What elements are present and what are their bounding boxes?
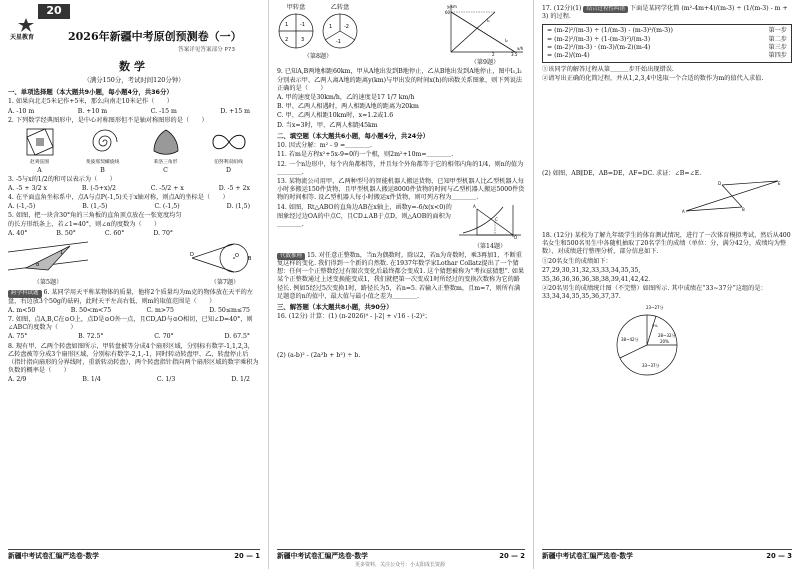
lemniscate-icon xyxy=(209,127,249,157)
question-3-options: A. -5 + 3/2 x B. (-5+x)/2 C. -5/2 + x D. -5 + 2x xyxy=(8,184,250,192)
publisher-block xyxy=(8,4,62,44)
svg-text:1: 1 xyxy=(285,22,289,29)
figure-5: α 1 （第5题） xyxy=(8,240,88,287)
question-4: 4. 在平面直角坐标系中，点A与点P(-1,5)关于x轴对称，则点A的坐标是（ ） xyxy=(8,194,229,202)
question-4-options: A. (-1,-5) B. (1,-5) C. (-1,5) D. (1,5) xyxy=(8,203,250,211)
figures-5-7 xyxy=(8,240,260,287)
figure-a: 赵爽弦图 A xyxy=(11,127,69,175)
question-7: 7. 如图，点A,B,C在⊙O上，点D是⊙O外一点，且CD,AD与⊙O相切，已知∠D=40°，则∠ABC的度数为（ ） xyxy=(8,316,253,332)
section-solve-heading: 三、解答题（本大题共8小题，共90分） xyxy=(277,303,393,312)
svg-text:23~27分: 23~27分 xyxy=(646,305,664,311)
resource-note: 更多资料，关注公众号：小太阳成长资源 xyxy=(354,562,445,569)
question-18-part-a: ①20名女生的成绩如下： xyxy=(542,257,612,265)
error-correction-tag: 结合过程性纠错 xyxy=(583,6,628,13)
algebra-reasoning-tag: 代数推理 xyxy=(277,253,305,260)
question-14: 14. 如图，Rt△ABO的直角边AB在x轴上，函数y=-6/x(x<0)的图象经过边OA的中点C，且CD⊥AB于点D，则△AOB的面积为＿＿＿＿. xyxy=(277,204,452,228)
answer-reference: 答案详见答案部分 P73 xyxy=(178,47,236,53)
question-17: 17. (12分)(1) 结合过程性纠错 下面是某同学化简 (m²-4m+4)/(m-3) ÷ (1/(m-3) - m + 3) 的过程. xyxy=(542,5,788,21)
score-pie-chart xyxy=(602,303,692,379)
step-row: = (m-2)²/(m-3) ÷ (1/(m-3) - (m-3)²/(m-3)) 第一步 xyxy=(547,27,787,35)
svg-text:O: O xyxy=(514,235,518,240)
paper-number-badge: 20 xyxy=(38,4,70,19)
subject-title: 数学 xyxy=(119,60,149,73)
question-5: 5. 如图，把一块含30°角的三角板的直角顶点放在一张宽度均匀的长方形纸条上，若∠1=40°，则∠α的度数为（ ） xyxy=(8,212,182,228)
page-3 xyxy=(533,0,800,569)
exam-info: （满分150分，考试时间120分钟） xyxy=(83,76,185,84)
figure-7: D O B （第7题） xyxy=(190,240,260,287)
figure-14: A C O （第14题） xyxy=(455,203,525,250)
svg-text:-2: -2 xyxy=(344,24,349,31)
svg-text:A: A xyxy=(682,208,685,214)
svg-text:C: C xyxy=(495,217,498,223)
distance-time-graph xyxy=(445,4,525,56)
question-18-data-1: 27,29,30,31,32,33,33,34,35,35, xyxy=(542,266,641,274)
svg-text:33~37分: 33~37分 xyxy=(642,363,660,369)
question-2: 2. 下列数学经典图形中，是中心对称图形但不是轴对称图形的是（ ） xyxy=(8,116,208,124)
figure-8: 甲转盘 1 -1 2 3 乙转盘 1 -2 -1 （第8题） xyxy=(277,4,359,67)
svg-text:38~42分: 38~42分 xyxy=(621,337,639,343)
page-2 xyxy=(268,0,533,569)
question-17-part-ii: ②请写出正确的化简过程，并从1,2,3,4中选取一个合适的数作为m的值代入求值. xyxy=(542,75,764,83)
svg-text:-1: -1 xyxy=(336,39,341,46)
question-6-options: A. m<50 B. 50<m<75 C. m>75 D. 50≤m≤75 xyxy=(8,306,250,314)
question-18-data-2: 35,36,36,36,36,38,38,39,41,42,42. xyxy=(542,275,651,283)
section-choice-heading: 一、单项选择题（本大题共9小题，每小题4分，共36分） xyxy=(8,88,173,96)
question-18: 18. (12分) 某校为了解九年级学生的体育测试情况，进行了一次体育模拟考试，然后从400名女生和500名男生中各随机抽取了20名学生的成绩（单位：分，满分42分，成绩均为整数），对成绩进行整理分析，部分信息如下. xyxy=(542,231,791,256)
svg-text:5%: 5% xyxy=(652,324,658,329)
svg-text:B: B xyxy=(742,206,745,212)
option: A. -10 m xyxy=(8,107,35,115)
spinner-a: 甲转盘 1 -1 2 3 xyxy=(277,4,315,53)
spinner-b: 乙转盘 1 -2 -1 xyxy=(321,4,359,53)
question-16: 16. (12分) 计算：(1) (π-2026)⁰ - |-2| + √16 - (-2)²； xyxy=(277,313,431,321)
section-fill-heading: 二、填空题（本大题共6小题，每小题4分，共24分） xyxy=(277,131,429,140)
svg-text:x/h: x/h xyxy=(517,46,524,51)
star-logo-icon xyxy=(18,18,34,32)
question-11: 11. 若m是方程x²+5x-9=0的一个根，则2m²+10m=＿＿＿＿. xyxy=(277,151,454,159)
question-9-option-d: D. 当x=3时，甲、乙两人相距45km xyxy=(277,121,378,129)
question-3: 3. -5与x的1/2的和可以表示为（ ） xyxy=(8,175,116,183)
svg-text:1: 1 xyxy=(329,24,333,31)
question-8-options: A. 2/9 B. 1/4 C. 1/3 D. 1/2 xyxy=(8,376,250,384)
option: B. +10 m xyxy=(77,107,108,115)
question-18-part-b: ②20名男生的成绩统计图（不完整）如图所示. 其中成绩在“33~37分”这组的是：33,34,34,35,35,36,37,37. xyxy=(542,285,767,301)
svg-text:y/km: y/km xyxy=(447,4,457,9)
hyperbola-triangle-graph xyxy=(457,203,523,239)
zhao-shuang-diagram-icon xyxy=(25,127,55,157)
svg-text:α: α xyxy=(36,262,40,269)
question-15: 代数推理 15. 对任意正整数n，当n为偶数时，除以2，若n为奇数时，乘3再加1，不断重复这样的变化. 我们得到一个新的自然数. 在1937年数学家Lothar Collatz提出了一个猜想：任何一个正整数经过有限次变化后最终都会变成1. 这个猜想被称为“考拉兹猜想”. 如果某个正整数通过上述变换能变成1，我们就把第一次变成1时所经过的变换次数称为它的路径长. 例如5经过5次变换1时，路径长为5，若n=5. 若输入正整数m，且m=7，则所有满足题意的n的值中，最大值与最小值之差为＿＿＿＿. xyxy=(277,251,525,300)
question-10: 10. 因式分解：m² - 9 =＿＿＿＿. xyxy=(277,142,372,150)
question-2-figures xyxy=(8,127,260,175)
svg-text:3: 3 xyxy=(301,37,305,44)
figure-d: 伯努利双纽线 D xyxy=(200,127,258,175)
figure-18 xyxy=(602,303,792,382)
svg-text:28~32分: 28~32分 xyxy=(658,333,676,339)
question-9-option-a: A. 甲的速度是30km/h，乙的速度是17 1/7 km/h xyxy=(277,93,415,101)
question-6: 跨学科试题 6. 某同学用天平称某物体的质量，他将2个质量均为m克的物体放在天平的左盘，右边放3个50g的砝码，此时天平左高右低，则m的取值范围是（ ） xyxy=(8,289,253,305)
question-9-option-b: B. 甲、乙两人相遇时，两人相距A地的距离为20km xyxy=(277,103,419,111)
circle-tangent-diagram xyxy=(190,240,260,276)
question-17-part-i: ①该同学的解答过程从第＿＿＿步开始出现错误. xyxy=(542,66,674,74)
svg-text:D: D xyxy=(190,252,194,259)
svg-text:2: 2 xyxy=(285,37,289,44)
figure-c: 莱洛三角形 C xyxy=(137,127,195,175)
step-row: = (m-2)²/(m-3) ÷ (1-(m-3)²)/(m-3) 第二步 xyxy=(547,35,787,43)
page-2-footer: 新疆中考试卷汇编严选卷·数学 20 — 2 xyxy=(277,549,525,561)
question-13: 13. 某物流公司用甲、乙两种型号的智能机器人搬运货物，已知甲型机器人比乙型机器人每小时多搬运150件货物，且甲型机器人搬运8000件货物的时间与乙型机器人搬运5000件货物的时间相等. 设乙型机器人每小时搬运x件货物，则可列方程为＿＿＿＿. xyxy=(277,177,525,202)
option: C. -15 m xyxy=(150,107,177,115)
svg-text:D: D xyxy=(718,180,722,186)
question-9: 9. 已知A,B两地相距60km，甲从A地出发到B地停止，乙从B地出发到A地停止，图中l₁,l₂分别表示甲、乙两人离A地的距离y(km)与甲出发的时间x(h)的函数关系图象，则下列说法正确的是（ ） xyxy=(277,68,523,92)
figure-9: 60 y/km l₁ l₂ x/h 2 3.5 （第9题） xyxy=(445,4,524,67)
question-16-part-2: (2) (a-b)² - (2a²b + b²) ÷ b. xyxy=(277,351,361,359)
question-1-options xyxy=(8,108,260,116)
figure-b: 斐波那契螺旋线 B xyxy=(74,127,132,175)
figure-17 xyxy=(542,179,792,218)
svg-text:60: 60 xyxy=(445,10,451,15)
student-work-box xyxy=(542,24,792,63)
svg-text:O: O xyxy=(235,253,239,260)
brand-name: 天星教育 xyxy=(10,34,35,41)
svg-text:l₂: l₂ xyxy=(505,38,508,43)
interdisciplinary-tag: 跨学科试题 xyxy=(8,290,42,297)
svg-text:2: 2 xyxy=(492,52,495,56)
svg-text:B: B xyxy=(248,256,252,263)
question-7-options: A. 75° B. 72.5° C. 70° D. 67.5° xyxy=(8,333,250,341)
parallelogram-diagram xyxy=(682,179,782,215)
question-14-block xyxy=(277,203,525,250)
triangle-ruler-diagram xyxy=(8,240,88,276)
reuleaux-triangle-icon xyxy=(151,127,181,157)
page-title: 2026年新疆中考原创预测卷（一） xyxy=(68,30,242,43)
question-17-part-2: (2) 如图，AB∥DE，AB=DE，AF=DC. 求证：∠B=∠E. xyxy=(542,169,702,177)
svg-text:A: A xyxy=(473,204,476,210)
figures-8-9 xyxy=(277,4,525,67)
spinner-a-graphic xyxy=(277,12,315,50)
question-12: 12. 一个n边形中，每个内角都相等，并且每个外角都等于它的相邻内角的1/4，则n的值为＿＿＿＿. xyxy=(277,160,524,176)
svg-text:20%: 20% xyxy=(660,339,669,345)
svg-text:3.5: 3.5 xyxy=(511,52,518,56)
page-3-footer: 新疆中考试卷汇编严选卷·数学 20 — 3 xyxy=(542,549,792,561)
step-row: = (m-2)/(m-4) 第四步 xyxy=(547,52,787,59)
question-8: 8. 现有甲、乙两个转盘如图所示，甲转盘被等分成4个扇形区域，分别标有数字-1,1,2,3，乙转盘被等分成3个扇形区域，分别标有数字-2,1,-1，同时转动转盘甲、乙，转盘停止后（指针指向扇形的分界线时，重新转动转盘），两个转盘指针指向两个扇形区域的数字乘积为负数的概率是（ ） xyxy=(8,342,259,375)
svg-text:l₁: l₁ xyxy=(487,18,490,23)
svg-text:E: E xyxy=(778,180,781,186)
step-row: = (m-2)²/(m-3) · (m-3)/(m-2)(m-4) 第三步 xyxy=(547,43,787,51)
question-5-options: A. 40° B. 50° C. 60° D. 70° xyxy=(8,229,173,237)
question-1: 1. 如果向北走5米记作+5米，那么向南走10米记作（ ） xyxy=(8,98,173,106)
page-1 xyxy=(0,0,268,569)
fibonacci-spiral-icon xyxy=(88,127,118,157)
svg-text:1: 1 xyxy=(60,250,64,257)
option: D. +15 m xyxy=(220,107,250,115)
question-9-option-c: C. 甲、乙两人相距10km时，x=1.2或1.6 xyxy=(277,112,394,120)
page-1-footer: 新疆中考试卷汇编严选卷·数学 20 — 1 xyxy=(8,549,260,561)
spinner-b-graphic xyxy=(321,12,359,50)
svg-text:-1: -1 xyxy=(300,22,305,29)
